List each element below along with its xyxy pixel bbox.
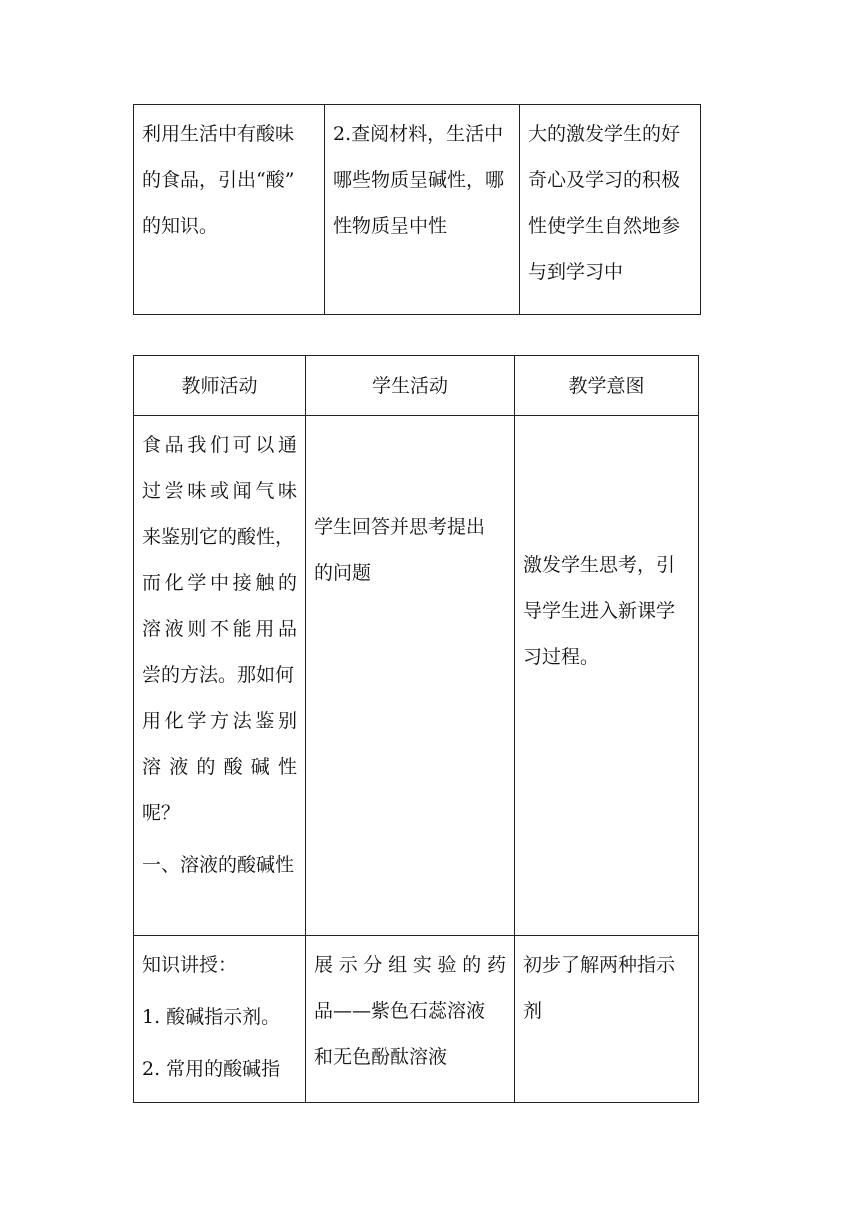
table-cell-student: 学生回答并思考提出 的问题 [306,416,515,936]
table-cell-student: 2.查阅材料，生活中 哪些物质呈碱性，哪 性物质呈中性 [325,105,520,315]
table-cell-intent: 初步了解两种指示 剂 [515,936,699,1103]
section-heading: 一、溶液的酸碱性 [142,854,295,876]
header-student-activity: 学生活动 [306,356,515,416]
continuation-table [133,104,701,315]
table-row [134,416,699,936]
table-row [134,105,701,315]
table-cell-intent: 激发学生思考，引 导学生进入新课学 习过程。 [515,416,699,936]
table-cell-student: 展示分组实验的药 品——紫色石蕊溶液 和无色酚酞溶液 [306,936,515,1103]
table-cell-teacher: 食品我们可以通 过尝味或闻气味 来鉴别它的酸性， 而化学中接触的 溶液则不能用品 尝的方法。那如何 用化学方法鉴别 溶液的酸碱性 呢？ 一、溶液的酸碱性 [134,416,306,936]
table-cell-intent: 大的激发学生的好 奇心及学习的积极 性使学生自然地参 与到学习中 [520,105,701,315]
table-row [134,936,699,1103]
header-teacher-activity: 教师活动 [134,356,306,416]
table-header-row [134,356,699,416]
header-teaching-intent: 教学意图 [515,356,699,416]
table-cell-teacher: 利用生活中有酸味 的食品，引出“酸” 的知识。 [134,105,325,315]
table-cell-teacher: 知识讲授： 1. 酸碱指示剂。 2. 常用的酸碱指 [134,936,306,1103]
lesson-plan-table [133,355,699,1103]
